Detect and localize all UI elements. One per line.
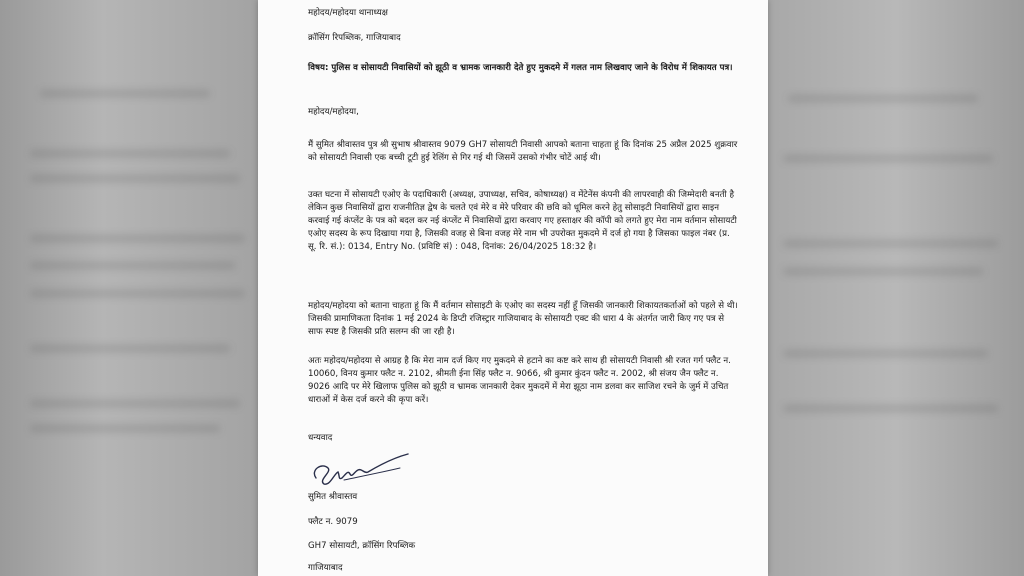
letter-paragraph-3: महोदय/महोदया को बताना चाहता हूं कि मैं वर्तमान सोसाइटी के एओए का सदस्य नहीं हूँ जिसकी जानकारी शिकायतकर्ताओं को पहले से थी। जिसकी प्रामाणिकता दिनांक 1 मई 2024 के डिप्टी रजिस्ट्रार गाजियाबाद के सोसायटी एक्ट की धारा 4 के अंतर्गत जारी किए गए पत्र से साफ स्पष्ट है जिसकी प्रति सलग्न की जा रही है। <box>308 301 738 337</box>
sender-flat: फ्लैट न. 9079 <box>308 517 358 527</box>
blurred-background-right <box>768 0 1024 576</box>
letter-paragraph-1: मैं सुमित श्रीवास्तव पुत्र श्री सुभाष श्रीवास्तव 9079 GH7 सोसायटी निवासी आपको बताना चाहता हूं कि दिनांक 25 अप्रैल 2025 शुक्रवार को सोसायटी निवासी एक बच्ची टूटी हुई रेलिंग से गिर गई थी जिसमें उसको गंभीर चोटें आई थी। <box>308 140 738 163</box>
addressee-line-2: क्रॉसिंग रिपब्लिक, गाजियाबाद <box>308 33 401 43</box>
letter-page <box>258 0 768 576</box>
letter-closing: धन्यवाद <box>308 433 333 443</box>
letter-paragraph-2: उक्त घटना में सोसायटी एओए के पदाधिकारी (अध्यक्ष, उपाध्यक्ष, सचिव, कोषाध्यक्ष) व मेंटेनेंस कंपनी की लापरवाही की जिम्मेदारी बनती है लेकिन कुछ निवासियों द्वारा राजनीतिज्ञ द्वेष के चलते एवं मेरे व मेरे परिवार की छवि को धूमिल करने हेतु सोसाइटी निवासियों द्वारा साइन करवाई गई कंप्लेंट के पत्र को बदल कर नई कंप्लेंट में निवासियों द्वारा करवाए गए हस्ताक्षर की कॉपी को लगते हुए मेरा नाम वर्तमान सोसायटी एओए सदस्य के रूप दिखाया गया है, जिसकी वजह से बिना वजह मेरे नाम भी उपरोक्त मुकदमे में दर्ज हो गया है जिसका फाइल नंबर (प्र. सू. रि. सं.): 0134, Entry No. (प्रविष्टि सं) : 048, दिनांक: 26/04/2025 18:32 है। <box>308 190 737 252</box>
signature-image <box>308 450 418 490</box>
letter-subject: विषय: पुलिस व सोसायटी निवासियों को झूठी व भ्रामक जानकारी देते हुए मुकदमे में गलत नाम लिखवाए जाने के विरोध में शिकायत पत्र। <box>308 63 733 73</box>
sender-society: GH7 सोसायटी, क्रॉसिंग रिपब्लिक <box>308 541 416 551</box>
letter-salutation: महोदय/महोदया, <box>308 107 359 117</box>
sender-name: सुमित श्रीवास्तव <box>308 492 358 502</box>
sender-city: गाजियाबाद <box>308 563 343 573</box>
letter-paragraph-4: अतः महोदय/महोदया से आग्रह है कि मेरा नाम दर्ज किए गए मुकदमे से हटाने का कष्ट करे साथ ही सोसायटी निवासी श्री रजत गर्ग फ्लैट न. 10060, विनय कुमार फ्लैट न. 2102, श्रीमती ईना सिंह फ्लैट न. 9066, श्री कुमार कुंदन फ्लैट न. 2002, श्री संजय जैन फ्लैट न. 9026 आदि पर मेरे खिलाफ पुलिस को झूठी व भ्रामक जानकारी देकर मुकदमें में मेरा झूठा नाम डलवा कर साजिश रचने के जुर्म में उचित धाराओं में केस दर्ज करने की कृपा करें। <box>308 356 731 405</box>
addressee-line-1: महोदय/महोदया थानाध्यक्ष <box>308 8 388 18</box>
blurred-background-left <box>0 0 258 576</box>
